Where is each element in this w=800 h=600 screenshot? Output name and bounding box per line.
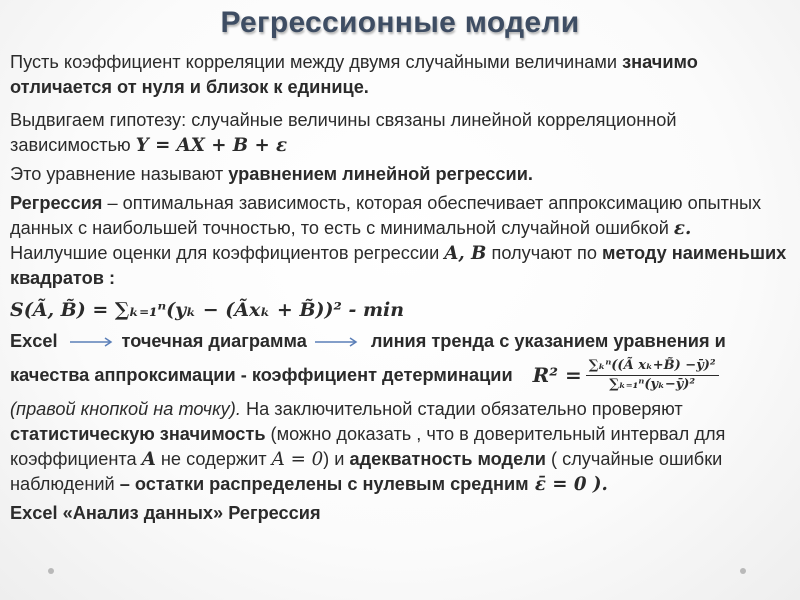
bold-text: значимо отличается от нуля и близок к единице. bbox=[10, 52, 698, 97]
term-regression: Регрессия bbox=[10, 193, 103, 213]
formula-text: S(Ã, B̃) = ∑ₖ₌₁ⁿ(yₖ − (Ãxₖ + B̃))² - min bbox=[10, 299, 405, 321]
least-squares-method: методу наименьших квадратов : bbox=[10, 243, 787, 288]
excel-data-analysis-line: Excel «Анализ данных» Регрессия bbox=[10, 503, 321, 523]
trend-line-label: линия тренда с указанием уравнения и bbox=[370, 331, 726, 351]
scatter-chart-label: точечная диаграмма bbox=[121, 331, 307, 351]
text-span: Пусть коэффициент корреляции между двумя случайными величинами bbox=[10, 52, 623, 72]
statistical-significance: статистическую значимость bbox=[10, 424, 266, 444]
text-span: Это уравнение называют bbox=[10, 164, 229, 184]
fraction-denominator: ∑ₖ₌₁ⁿ(yₖ−ȳ)² bbox=[609, 377, 696, 392]
text-span: ) и bbox=[323, 449, 350, 469]
text-span: Выдвигаем гипотезу: случайные величины связаны линейной корреляционной зависимостью bbox=[10, 110, 677, 155]
text-span: – оптимальная зависимость, которая обеспечивает аппроксимацию опытных данных с наибольшей точностью, то есть с минимальной случайной ошибкой bbox=[10, 193, 762, 238]
coefficients-symbols: A, B bbox=[444, 243, 487, 264]
text-span: ( случайные ошибки наблюдений bbox=[10, 449, 723, 494]
paragraph-equation-name bbox=[10, 162, 790, 187]
mean-zero-equation: ε̄ = 0 ). bbox=[528, 474, 608, 495]
paragraph-correlation bbox=[10, 50, 790, 100]
residuals-statement: – остатки распределены с нулевым средним bbox=[119, 474, 529, 494]
text-span: не содержит bbox=[155, 449, 272, 469]
least-squares-formula bbox=[10, 295, 790, 326]
slide-body bbox=[10, 50, 790, 526]
excel-instructions bbox=[10, 329, 790, 354]
text-span: На заключительной стадии обязательно проверяют bbox=[240, 399, 683, 419]
coefficient-a-symbol: A bbox=[141, 449, 156, 470]
text-span: получают по bbox=[486, 243, 602, 263]
paragraph-regression-definition bbox=[10, 191, 790, 291]
paragraph-significance bbox=[10, 397, 790, 497]
paragraph-hypothesis bbox=[10, 108, 790, 158]
a-equals-zero: A = 0 bbox=[271, 449, 324, 470]
italic-hint: (правой кнопкой на точку). bbox=[10, 399, 241, 419]
r-squared-symbol: R² = bbox=[532, 363, 582, 387]
slide-title: Регрессионные модели bbox=[220, 6, 580, 39]
decorative-dot bbox=[740, 568, 746, 574]
text-span: Наилучшие оценки для коэффициентов регрессии bbox=[10, 243, 445, 263]
arrow-right-icon bbox=[70, 336, 114, 348]
bold-text: уравнением линейной регрессии. bbox=[228, 164, 533, 184]
determination-label: качества аппроксимации - коэффициент детерминации bbox=[10, 365, 513, 385]
determination-coefficient-line bbox=[10, 358, 790, 393]
excel-label: Excel bbox=[10, 331, 58, 351]
model-adequacy: адекватность модели bbox=[349, 449, 546, 469]
arrow-right-icon bbox=[315, 336, 359, 348]
epsilon-symbol: ε. bbox=[673, 218, 692, 239]
r-squared-fraction bbox=[586, 358, 719, 393]
fraction-numerator: ∑ₖⁿ((Ã xₖ+B̃) −ȳ)² bbox=[586, 358, 719, 376]
regression-equation: Y = AX + B + ε bbox=[135, 135, 288, 156]
decorative-dot bbox=[48, 568, 54, 574]
text-span: (можно доказать , что в доверительный интервал для коэффициента bbox=[10, 424, 726, 469]
